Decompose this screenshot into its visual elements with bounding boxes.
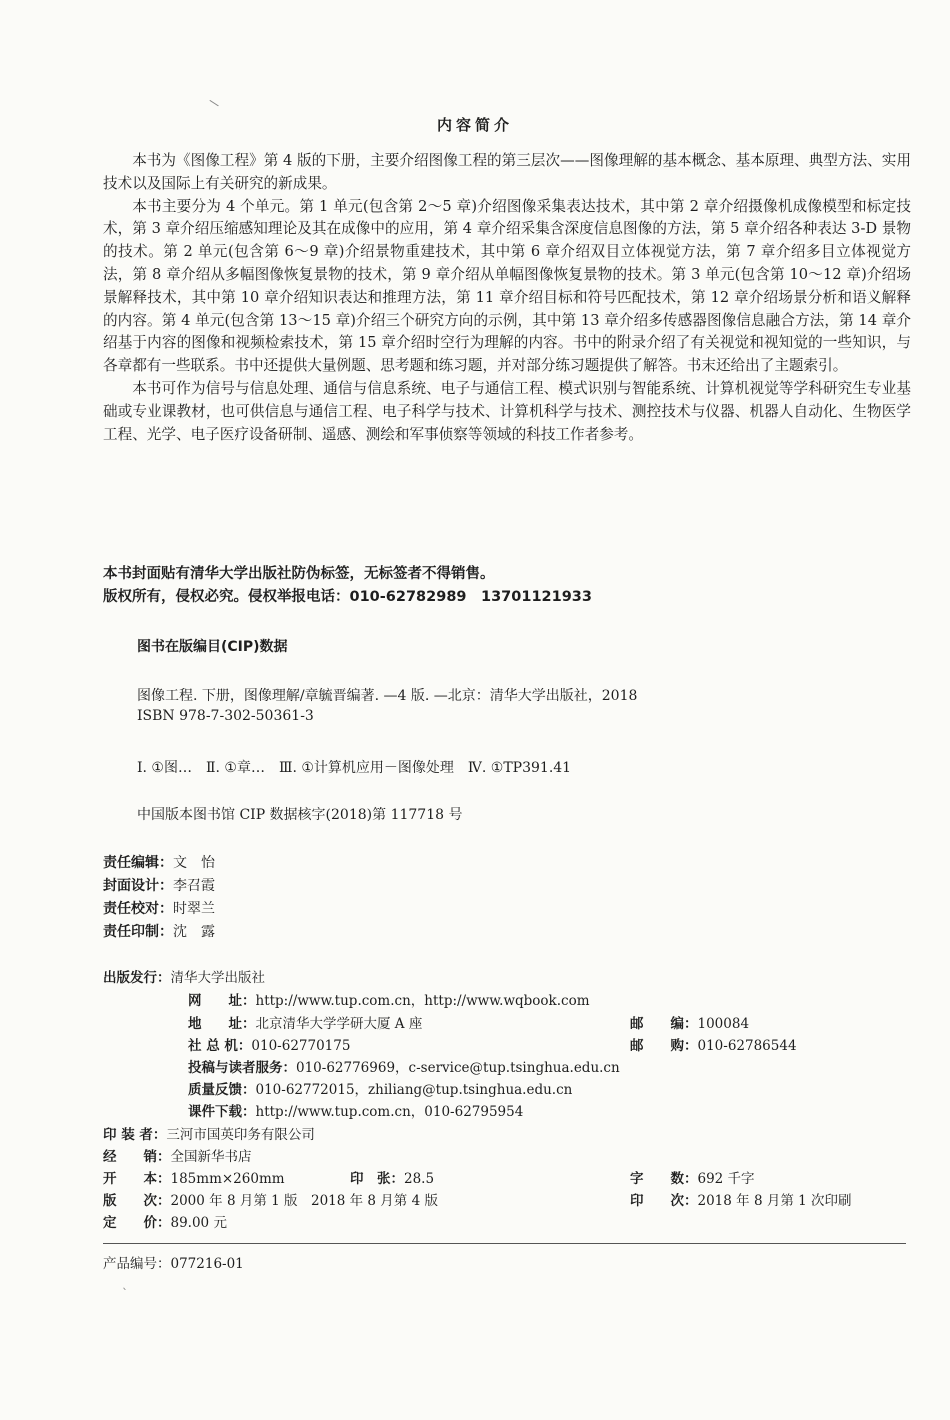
printer-row: 印 装 者：三河市国英印务有限公司 [103, 1127, 315, 1143]
reader-service-row: 投稿与读者服务：010-62776969，c-service@tup.tsinghua.edu.cn [188, 1060, 620, 1076]
format-row: 开 本：185mm×260mm [103, 1171, 285, 1187]
staff-list [103, 852, 215, 944]
price-row: 定 价：89.00 元 [103, 1215, 227, 1231]
copyright-notice [103, 563, 592, 609]
website-row: 网 址：http://www.tup.com.cn，http://www.wqbook.com [188, 993, 590, 1009]
intro-paragraph-2: 本书主要分为 4 个单元。第 1 单元(包含第 2～5 章)介绍图像采集表达技术，其中第 2 章介绍摄像机成像模型和标定技术，第 3 章介绍压缩感知理论及其在成像中的应用，第 4 章介绍采集含深度信息图像的方法，第 5 章介绍各种表达 3-D 景物的技术。第 2 单元(包含第 6～9 章)介绍景物重建技术，其中第 6 章介绍双目立体视觉方法，第 7 章介绍多目立体视觉方法，第 8 章介绍从多幅图像恢复景物的技术，第 9 章介绍从单幅图像恢复景物的技术。第 3 单元(包含第 10～12 章)介绍场景解释技术，其中第 10 章介绍知识表达和推理方法，第 11 章介绍目标和符号匹配技术，第 12 章介绍场景分析和语义解释的内容。第 4 单元(包含第 13～15 章)介绍三个研究方向的示例，其中第 13 章介绍多传感器图像信息融合方法，第 14 章介绍基于内容的图像和视频检索技术，第 15 章介绍时空行为理解的内容。书中的附录介绍了有关视觉和视知觉的一些知识，与各章都有一些联系。书中还提供大量例题、思考题和练习题，并对部分练习题提供了解答。书末还给出了主题索引。 [103, 197, 911, 375]
switchboard-row: 社 总 机：010-62770175 [188, 1038, 351, 1054]
cip-verification: 中国版本图书馆 CIP 数据核字(2018)第 117718 号 [137, 807, 463, 823]
product-code: 产品编号：077216-01 [103, 1256, 244, 1272]
intro-paragraph-1: 本书为《图像工程》第 4 版的下册，主要介绍图像工程的第三层次——图像理解的基本概念、基本原理、典型方法、实用技术以及国际上有关研究的新成果。 [103, 152, 911, 192]
intro-paragraph-3: 本书可作为信号与信息处理、通信与信息系统、电子与通信工程、模式识别与智能系统、计算机视觉等学科研究生专业基础或专业课教材，也可供信息与通信工程、电子科学与技术、计算机科学与技术、测控技术与仪器、机器人自动化、生物医学工程、光学、电子医疗设备研制、遥感、测绘和军事侦察等领域的科技工作者参考。 [103, 379, 911, 443]
publisher-row: 出版发行：清华大学出版社 [103, 970, 265, 986]
bottom-divider [103, 1243, 906, 1244]
page-title: 内容简介 [436, 116, 513, 134]
address-row: 地 址：北京清华大学学研大厦 A 座 [188, 1016, 423, 1032]
zip-row: 邮 编：100084 [630, 1016, 750, 1032]
staff-cover-design: 封面设计：李召霞 [103, 878, 215, 894]
staff-printing: 责任印制：沈 露 [103, 924, 215, 940]
intro-text [103, 150, 911, 446]
staff-proofreader: 责任校对：时翠兰 [103, 901, 215, 917]
quality-feedback-row: 质量反馈：010-62772015，zhiliang@tup.tsinghua.edu.cn [188, 1082, 573, 1098]
cip-isbn: ISBN 978-7-302-50361-3 [137, 708, 314, 724]
courseware-download-row: 课件下载：http://www.tup.com.cn，010-62795954 [188, 1104, 524, 1120]
cip-heading: 图书在版编目(CIP)数据 [137, 639, 288, 655]
word-count-row: 字 数：692 千字 [630, 1171, 755, 1187]
staff-editor: 责任编辑：文 怡 [103, 855, 215, 871]
mail-order-row: 邮 购：010-62786544 [630, 1038, 797, 1054]
impression-row: 印 次：2018 年 8 月第 1 次印刷 [630, 1193, 852, 1209]
distributor-row: 经 销：全国新华书店 [103, 1149, 252, 1165]
stray-mark-bottom: ˎ [122, 1276, 128, 1290]
cip-classification: Ⅰ. ①图… Ⅱ. ①章… Ⅲ. ①计算机应用－图像处理 Ⅳ. ①TP391.41 [137, 760, 572, 776]
copyright-line: 版权所有，侵权必究。侵权举报电话：010-62782989 13701121933 [103, 589, 592, 605]
cip-record: 图像工程. 下册，图像理解/章毓晋编著. —4 版. —北京：清华大学出版社，2018 [137, 688, 638, 704]
stray-mark-top: \ [207, 96, 221, 110]
sheets-row: 印 张：28.5 [350, 1171, 435, 1187]
edition-row: 版 次：2000 年 8 月第 1 版 2018 年 8 月第 4 版 [103, 1193, 438, 1209]
anti-counterfeit-line: 本书封面贴有清华大学出版社防伪标签，无标签者不得销售。 [103, 566, 495, 582]
